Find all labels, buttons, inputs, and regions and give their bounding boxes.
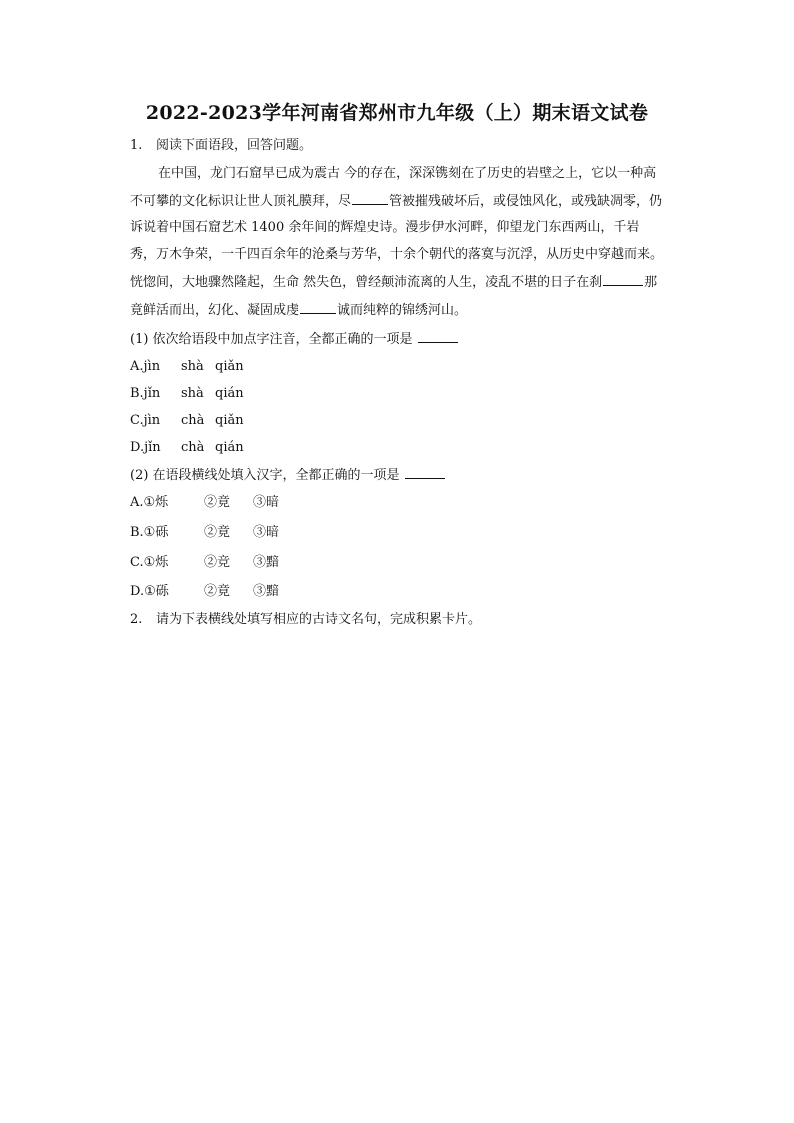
option-b: B.jǐn shà qián [130, 386, 244, 401]
answer-blank [405, 466, 445, 479]
option-c: C.jìn chà qiǎn [130, 413, 244, 428]
passage-line-4: 秀，万木争荣，一千四百余年的沧桑与芳华，十余个朝代的落寞与沉浮，从历史中穿越而来。 [130, 247, 664, 262]
question-prompt: 阅读下面语段，回答问题。 [156, 138, 313, 153]
option-a: A.①烁 ②竟 ③暗 [130, 495, 280, 510]
fill-blank-2 [603, 273, 643, 286]
passage-line-6: 竟鲜活而出，幻化、凝固成虔 诚而纯粹的锦绣河山。 [130, 303, 468, 318]
question-2-header [130, 611, 481, 629]
sub-question-1-stem: (1) 依次给语段中加点字注音，全都正确的一项是 [130, 330, 459, 349]
answer-blank [418, 330, 458, 343]
fill-blank-3 [300, 301, 336, 314]
option-c: C.①烁 ②竞 ③黯 [130, 555, 280, 570]
passage-line-5: 恍惚间，大地骤然隆起，生命 然失色，曾经颠沛流离的人生，凌乱不堪的日子在刹 那 [130, 275, 658, 290]
sub-question-2-stem: (2) 在语段横线处填入汉字，全都正确的一项是 [130, 466, 446, 485]
option-d: D.①砾 ②竟 ③黯 [130, 584, 280, 599]
option-b: B.①砾 ②竟 ③暗 [130, 525, 280, 540]
question-prompt: 请为下表横线处填写相应的古诗文名句，完成积累卡片。 [156, 612, 482, 627]
option-a: A.jìn shà qiǎn [130, 359, 244, 374]
question-number: 2. [130, 612, 143, 627]
passage-line-1: 在中国，龙门石窟早已成为震古 今的存在，深深镌刻在了历史的岩壁之上，它以一种高 [158, 166, 657, 181]
question-1-header [130, 137, 312, 155]
passage-line-3: 诉说着中国石窟艺术 1400 余年间的辉煌史诗。漫步伊水河畔，仰望龙门东西两山，千岩 [130, 220, 640, 235]
exam-title: 2022-2023学年河南省郑州市九年级（上）期末语文试卷 [145, 102, 649, 124]
fill-blank-1 [352, 192, 388, 205]
question-number: 1. [130, 138, 143, 153]
option-d: D.jǐn chà qián [130, 440, 244, 455]
passage-line-2: 不可攀的文化标识让世人顶礼膜拜，尽 管被摧残破坏后，或侵蚀风化，或残缺凋零，仍 [130, 194, 663, 209]
